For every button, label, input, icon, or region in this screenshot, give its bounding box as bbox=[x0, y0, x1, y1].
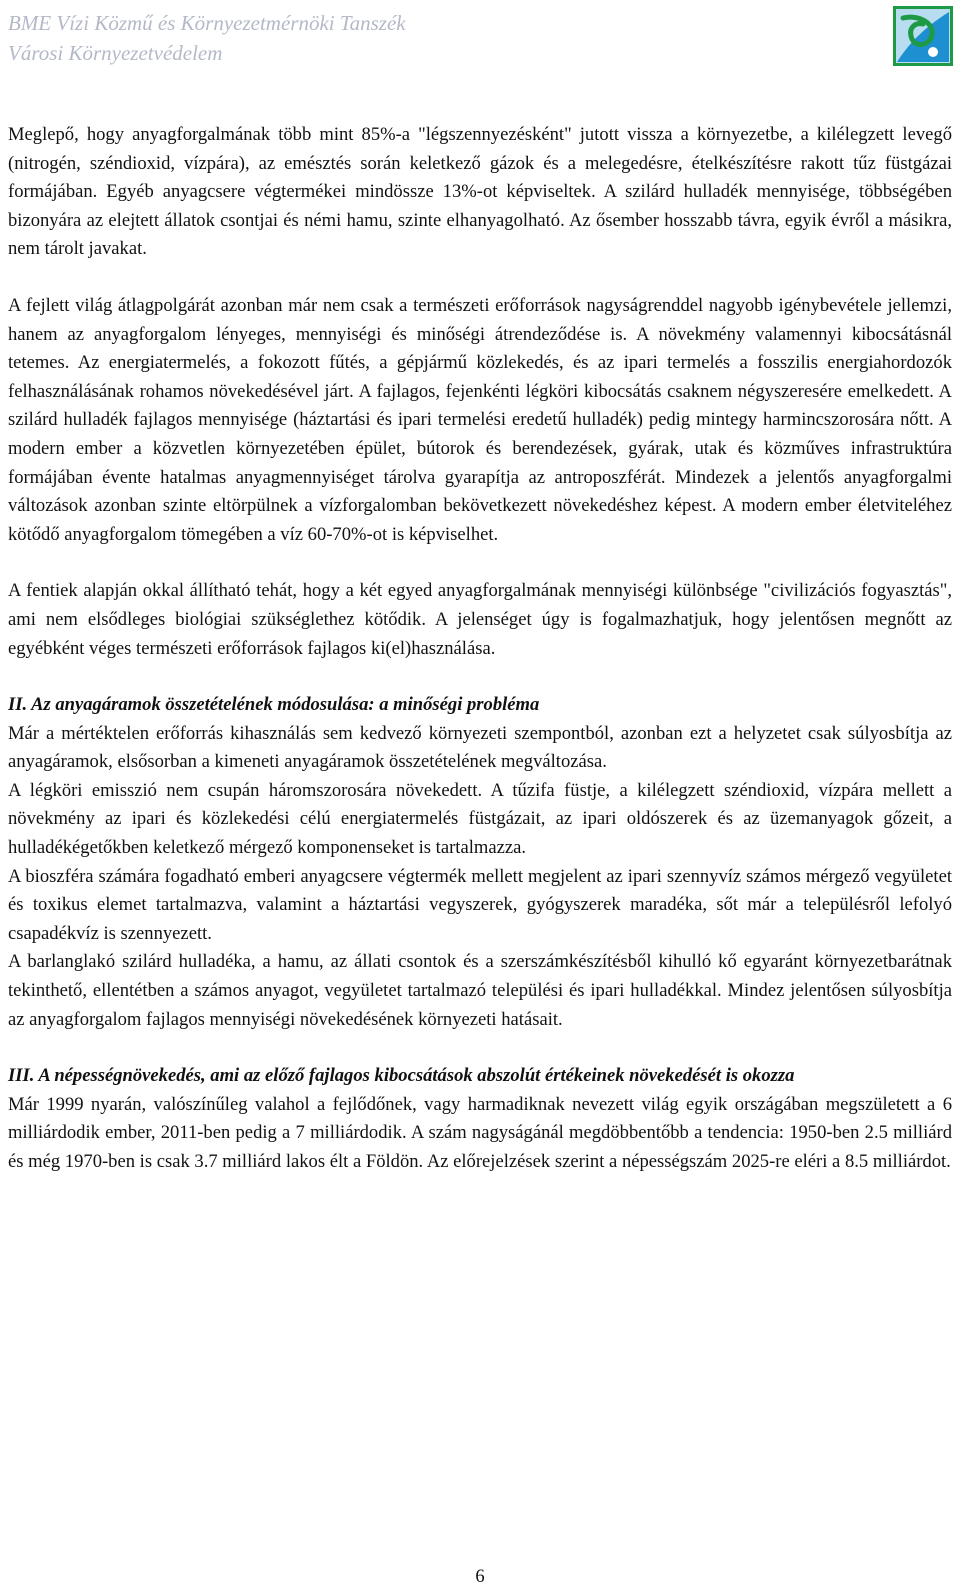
paragraph-wastewater: A bioszféra számára fogadható emberi anyagcsere végtermék mellett megjelent az ipari szennyvíz számos mérgező vegyületet és toxikus elemet tartalmazva, valamint a háztartási vegyszerek, gyógyszerek maradéka, sőt már a településről lefolyó csapadékvíz is szennyezett. bbox=[8, 865, 952, 944]
page-header bbox=[8, 8, 868, 68]
paragraph-atmospheric-emission: A légköri emisszió nem csupán háromszorosára növekedett. A tűzifa füstje, a kilélegzett széndioxid, vízpára mellett a növekmény az ipari és közlekedési célú energiatermelés füstgázait, az ipari oldószerek és az üzemanyagok gőzeit, a hulladékégetőkben keletkező mérgező komponenseket is tartalmazza. bbox=[8, 779, 952, 859]
paragraph-modern-citizen: A fejlett világ átlagpolgárát azonban már nem csak a természeti erőforrások nagyságrenddel nagyobb igénybevétele jellemzi, hanem az anyagforgalom lényeges, mennyiségi és minőségi átrendeződése is. A növekmény valamennyi kibocsátásnál tetemes. Az energiatermelés, a fokozott fűtés, a gépjármű közlekedés, és az ipari termelés a fosszilis energiahordozók felhasználásának rohamos növekedésével járt. A fajlagos, fejenkénti légköri kibocsátás csaknem négyszeresére emelkedett. A szilárd hulladék fajlagos mennyisége (háztartási és ipari termelési eredetű hulladék) pedig mintegy harmincszorosára nőtt. A modern ember a közvetlen környezetében épület, bútorok és berendezések, gyárak, utak és közműves infrastruktúra formájában évente hatalmas anyagmennyiséget tárolva gyarapítja az antroposzférát. Mindezek a jelentős anyagforgalmi változások azonban szinte eltörpülnek a vízforgalomban bekövetkezett növekedéshez képest. A modern ember életviteléhez kötődő anyagforgalom tömegében a víz 60-70%-ot is képviselhet. bbox=[8, 294, 952, 545]
paragraph-stone-age-metabolism: Meglepő, hogy anyagforgalmának több mint 85%-a "légszennyezésként" jutott vissza a környezetbe, a kilélegzett levegő (nitrogén, széndioxid, vízpára), az emésztés során keletkező gázok és a melegedésre, ételkészítésre rakott tűz füstgázai formájában. Egyéb anyagcsere végtermékei mindössze 13%-ot képviseltek. A szilárd hulladék mennyisége, többségében bizonyára az elejtett állatok csontjai és némi hamu, szinte elhanyagolható. Az ősember hosszabb távra, egyik évről a másikra, nem tárolt javakat. bbox=[8, 124, 952, 260]
paragraph-resource-use: Már a mértéktelen erőforrás kihasználás sem kedvező környezeti szempontból, azonban ezt a helyzetet csak súlyosbítja az anyagáramok, elsősorban a kimeneti anyagáramok összetételének megváltozása. bbox=[8, 722, 952, 773]
page-number: 6 bbox=[475, 1566, 485, 1587]
header-course: Városi Környezetvédelem bbox=[8, 41, 223, 65]
paragraph-solid-waste: A barlanglakó szilárd hulladéka, a hamu, az állati csontok és a szerszámkészítésből kihulló kő egyaránt környezetbarátnak tekinthető, ellentétben a számos anyagot, vegyületet tartalmazó települési és ipari hulladékkal. Mindez jelentősen súlyosbítja az anyagforgalom fajlagos mennyiségi növekedésének környezeti hatásait. bbox=[8, 951, 952, 1030]
section-heading-quality-problem: II. Az anyagáramok összetételének módosulása: a minőségi probléma bbox=[8, 694, 540, 716]
document-body bbox=[8, 121, 952, 1177]
department-logo-icon bbox=[893, 6, 953, 66]
paragraph-population-figures: Már 1999 nyarán, valószínűleg valahol a fejlődőnek, vagy harmadiknak nevezett világ egyik országában megszületett a 6 milliárdodik ember, 2011-ben pedig a 7 milliárdodik. A szám nagyságánál megdöbbentőbb a tendencia: 1950-ben 2.5 milliárd és még 1970-ben is csak 3.7 milliárd lakos élt a Földön. Az előrejelzések szerint a népességszám 2025-re eléri a 8.5 milliárdot. bbox=[8, 1093, 952, 1172]
paragraph-civilization-consumption: A fentiek alapján okkal állítható tehát, hogy a két egyed anyagforgalmának mennyiségi különbsége "civilizációs fogyasztás", ami nem elsődleges biológiai szükséglethez kötődik. A jelenséget úgy is fogalmazhatjuk, hogy jelentősen megnőtt az egyébként véges természeti erőforrások fajlagos ki(el)használása. bbox=[8, 580, 952, 659]
section-heading-population-growth: III. A népességnövekedés, ami az előző fajlagos kibocsátások abszolút értékeinek növekedését is okozza bbox=[8, 1065, 795, 1087]
header-department: BME Vízi Közmű és Környezetmérnöki Tanszék bbox=[8, 11, 406, 35]
